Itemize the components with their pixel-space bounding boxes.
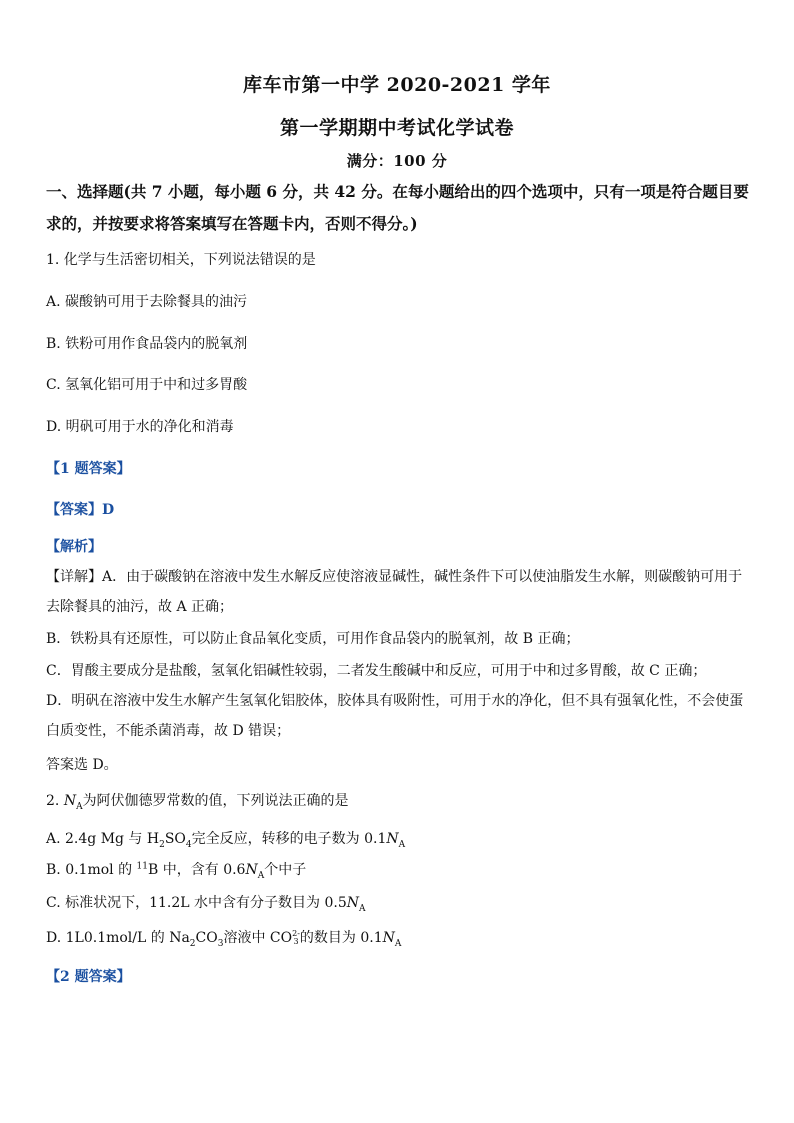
q2-option-b: B. 0.1mol 的 $^{11}$B 中，含有 $0.6N_A$个中子 xyxy=(46,861,307,881)
q2-answer-tag: 【2 题答案】 xyxy=(46,969,131,985)
q2-option-c: C. 标准状况下，11.2L 水中含有分子数目为 $0.5N_A$ xyxy=(46,895,366,914)
exam-title-line2: 第一学期期中考试化学试卷 xyxy=(279,117,514,139)
q1-option-b: B. 铁粉可用作食品袋内的脱氧剂 xyxy=(46,336,248,352)
q1-detail-b: B．铁粉具有还原性，可以防止食品氧化变质，可用作食品袋内的脱氧剂，故 B 正确； xyxy=(46,631,580,647)
q1-option-c: C. 氢氧化铝可用于中和过多胃酸 xyxy=(46,377,248,393)
q2-na-symbol: N xyxy=(63,793,77,809)
q1-option-d: D. 明矾可用于水的净化和消毒 xyxy=(46,419,234,435)
q1-answer-label: 【答案】D xyxy=(46,502,115,518)
q1-option-a: A. 碳酸钠可用于去除餐具的油污 xyxy=(46,294,248,310)
q1-detail-a: 【详解】A．由于碳酸钠在溶液中发生水解反应使溶液显碱性，碱性条件下可以使油脂发生水解，则碳酸钠可用于去除餐具的油污，故 A 正确； xyxy=(46,569,743,615)
q2-stem-text: 为阿伏伽德罗常数的值，下列说法正确的是 xyxy=(82,793,349,809)
q1-detail-d: D．明矾在溶液中发生水解产生氢氧化铝胶体，胶体具有吸附性，可用于水的净化，但不具有强氧化性，不会使蛋白质变性，不能杀菌消毒，故 D 错误； xyxy=(46,693,744,739)
q1-answer xyxy=(46,499,114,519)
section-instructions: 一、选择题(共 7 小题，每小题 6 分，共 42 分。在每小题给出的四个选项中，只有一项是符合题目要求的，并按要求将答案填写在答题卡内，否则不得分。) xyxy=(46,182,749,233)
q1-conclusion: 答案选 D。 xyxy=(46,757,118,773)
q1-analysis-tag: 【解析】 xyxy=(46,539,102,555)
q2-option-d: D. 1L0.1mol/L 的 $Na_2CO_3$溶液中 CO 2- 3 的数目为 $0.1N_A$ xyxy=(46,929,402,949)
q2-option-a: A. 2.4g Mg 与 $H_2SO_4$完全反应，转移的电子数为 $0.1N_A$ xyxy=(46,831,406,850)
q1-answer-tag: 【1 题答案】 xyxy=(46,461,131,477)
q2-na-subscript: A xyxy=(76,801,83,812)
q1-stem: 1. 化学与生活密切相关，下列说法错误的是 xyxy=(46,252,316,268)
full-score: 满分：100 分 xyxy=(346,152,448,170)
q2-stem xyxy=(46,790,349,812)
exam-title-line1: 库车市第一中学 2020-2021 学年 xyxy=(243,74,551,96)
q2-number: 2. xyxy=(46,793,60,809)
q1-detail-c: C．胃酸主要成分是盐酸，氢氧化铝碱性较弱，二者发生酸碱中和反应，可用于中和过多胃酸，故 C 正确； xyxy=(46,663,707,679)
